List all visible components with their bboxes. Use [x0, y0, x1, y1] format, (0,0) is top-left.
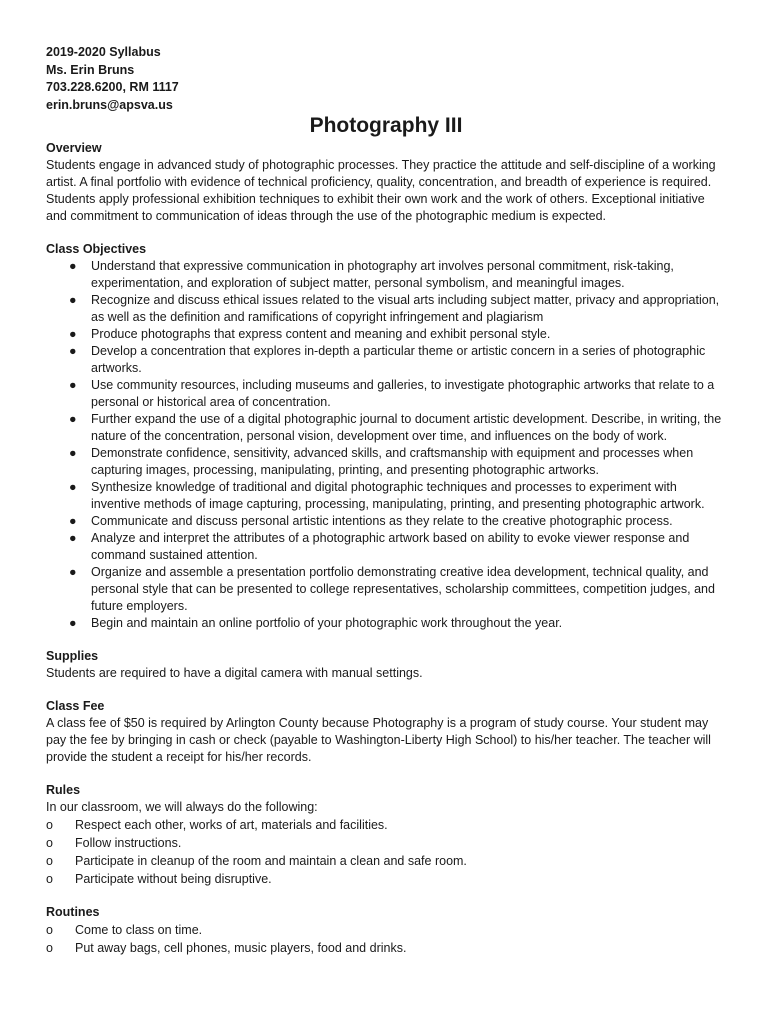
bullet-icon: o — [46, 941, 53, 955]
list-item-text: Recognize and discuss ethical issues related to the visual arts including subject matter, privacy and appropriation, as well as the definition and ramifications of copyright infringement and plagiarism — [91, 293, 720, 324]
list-item — [46, 939, 726, 957]
overview-heading: Overview — [46, 141, 102, 155]
list-item-text: Begin and maintain an online portfolio of your photographic work throughout the year. — [91, 616, 563, 630]
bullet-icon: o — [46, 836, 53, 850]
supplies-text: Students are required to have a digital camera with manual settings. — [46, 666, 423, 680]
bullet-icon: ● — [69, 327, 77, 341]
bullet-icon: o — [46, 872, 53, 886]
class-fee-text: A class fee of $50 is required by Arlington County because Photography is a program of study course. Your student may pay the fee by bringing in cash or check (payable to Washington-Liberty High School) to his/her teacher. The teacher will provide the student a receipt for his/her records. — [46, 716, 711, 764]
list-item-text: Communicate and discuss personal artistic intentions as they relate to the creative photographic process. — [91, 514, 673, 528]
list-item-text: Produce photographs that express content and meaning and exhibit personal style. — [91, 327, 551, 341]
list-item-text: Demonstrate confidence, sensitivity, advanced skills, and craftsmanship with equipment and processes when capturing images, processing, manipulating, printing, and presenting photographic artworks. — [91, 446, 694, 477]
teacher-name: Ms. Erin Bruns — [46, 62, 135, 77]
list-item — [46, 816, 726, 834]
list-item-text: Further expand the use of a digital photographic journal to document artistic development. Describe, in writing, the nature of the concentration, personal vision, development over time, and influences on the body of work. — [91, 412, 722, 443]
supplies-heading: Supplies — [46, 649, 99, 663]
bullet-icon: o — [46, 818, 53, 832]
bullet-icon: ● — [69, 514, 77, 528]
list-item — [46, 343, 726, 377]
list-item — [46, 411, 726, 445]
list-item — [46, 615, 726, 632]
bullet-icon: ● — [69, 565, 77, 579]
list-item — [46, 513, 726, 530]
bullet-icon: ● — [69, 378, 77, 392]
teacher-email: erin.bruns@apsva.us — [46, 97, 173, 112]
page-title: Photography III — [309, 114, 463, 137]
rules-heading: Rules — [46, 783, 81, 797]
bullet-icon: ● — [69, 480, 77, 494]
routines-list — [46, 921, 726, 957]
syllabus-year: 2019-2020 Syllabus — [46, 45, 161, 59]
list-item-text: Put away bags, cell phones, music players, food and drinks. — [75, 941, 407, 955]
objectives-heading: Class Objectives — [46, 242, 147, 256]
list-item-text: Come to class on time. — [75, 923, 203, 937]
list-item — [46, 292, 726, 326]
bullet-icon: ● — [69, 446, 77, 460]
list-item — [46, 530, 726, 564]
bullet-icon: ● — [69, 344, 77, 358]
bullet-icon: o — [46, 854, 53, 868]
list-item-text: Analyze and interpret the attributes of a photographic artwork based on ability to evoke viewer response and command sustained attention. — [91, 531, 690, 562]
rules-list — [46, 816, 726, 888]
header-block — [46, 44, 726, 114]
list-item-text: Organize and assemble a presentation portfolio demonstrating creative idea development, technical quality, and personal style that can be presented to college representatives, scholarship committees, competition judges, and future employers. — [91, 565, 715, 613]
list-item — [46, 834, 726, 852]
list-item — [46, 377, 726, 411]
list-item — [46, 258, 726, 292]
list-item — [46, 921, 726, 939]
list-item — [46, 479, 726, 513]
bullet-icon: ● — [69, 412, 77, 426]
routines-heading: Routines — [46, 905, 100, 919]
list-item-text: Respect each other, works of art, materials and facilities. — [75, 818, 388, 832]
list-item-text: Participate in cleanup of the room and maintain a clean and safe room. — [75, 854, 467, 868]
overview-text: Students engage in advanced study of photographic processes. They practice the attitude and self-discipline of a working artist. A final portfolio with evidence of technical proficiency, quality, concentration, and breadth of experience is required. Students apply professional exhibition techniques to exhibit their own work and the work of others. Exceptional initiative and commitment to communication of ideas through the use of the photographic medium is expected. — [46, 158, 716, 223]
list-item — [46, 326, 726, 343]
list-item-text: Use community resources, including museums and galleries, to investigate photographic artworks that relate to a personal or historical area of concentration. — [91, 378, 715, 409]
objectives-list — [46, 258, 726, 632]
bullet-icon: ● — [69, 293, 77, 307]
bullet-icon: ● — [69, 531, 77, 545]
bullet-icon: ● — [69, 259, 77, 273]
list-item — [46, 564, 726, 615]
bullet-icon: ● — [69, 616, 77, 630]
list-item — [46, 870, 726, 888]
list-item-text: Participate without being disruptive. — [75, 872, 272, 886]
list-item-text: Develop a concentration that explores in-depth a particular theme or artistic concern in a series of photographic artworks. — [91, 344, 706, 375]
list-item-text: Understand that expressive communication in photography art involves personal commitment, risk-taking, experimentation, and exploration of subject matter, personal symbolism, and meaningful images. — [91, 259, 674, 290]
class-fee-heading: Class Fee — [46, 699, 105, 713]
list-item — [46, 852, 726, 870]
bullet-icon: o — [46, 923, 53, 937]
list-item-text: Follow instructions. — [75, 836, 182, 850]
list-item-text: Synthesize knowledge of traditional and digital photographic techniques and processes to experiment with inventive methods of image capturing, processing, manipulating, printing, and presenting photographic artwork. — [91, 480, 705, 511]
list-item — [46, 445, 726, 479]
rules-intro: In our classroom, we will always do the following: — [46, 800, 318, 814]
teacher-phone-room: 703.228.6200, RM 1117 — [46, 80, 179, 94]
